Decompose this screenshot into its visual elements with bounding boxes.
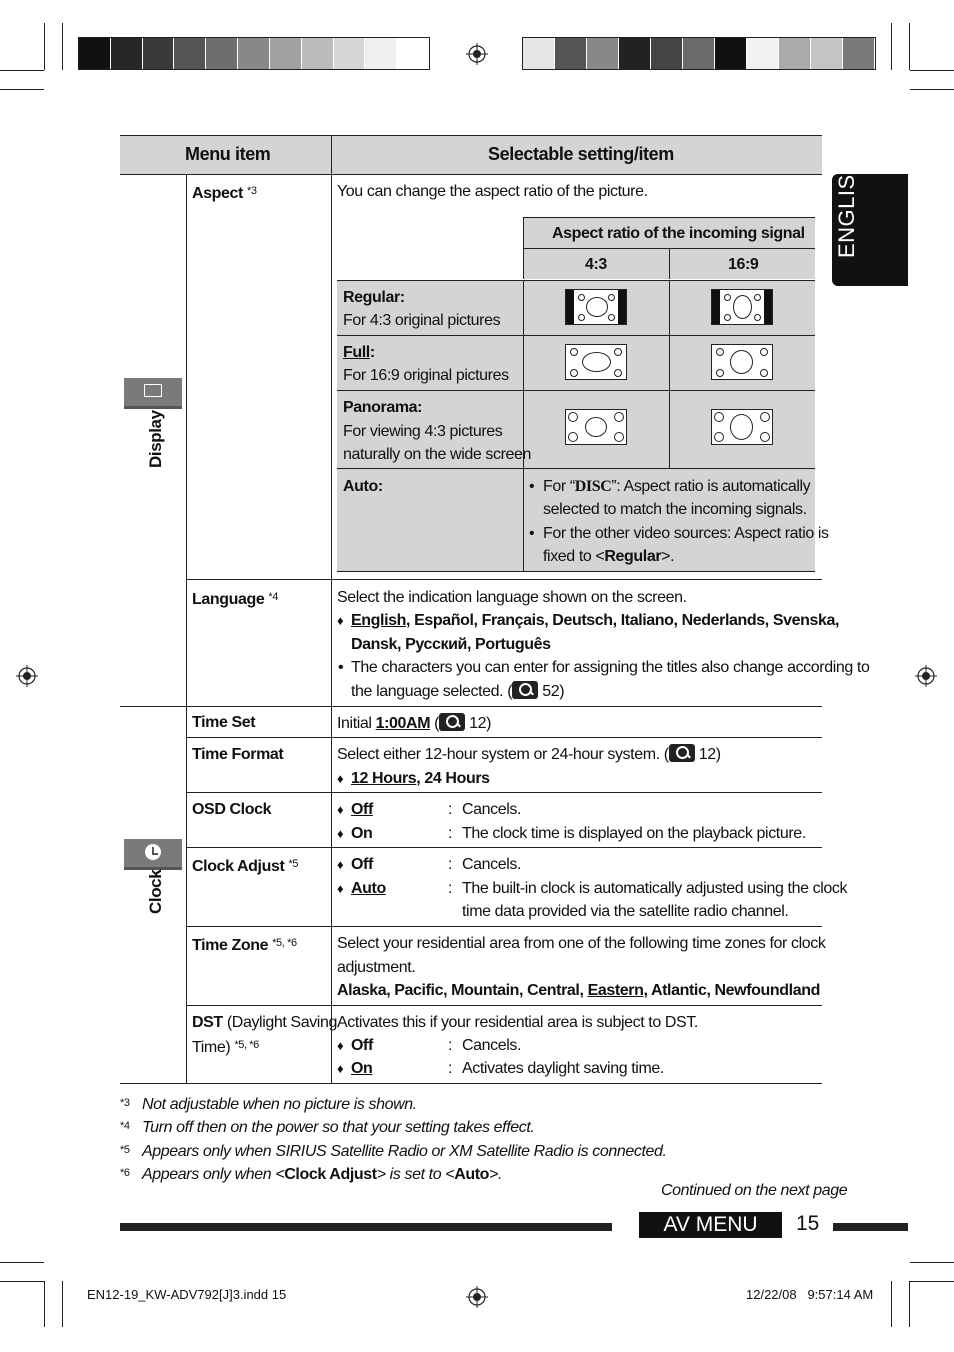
dst-desc: Activates this if your residential area is subject to DST.	[337, 1014, 698, 1031]
footnote-4: Turn off then on the power so that your setting takes effect.	[142, 1119, 535, 1136]
clockadj-off: Off	[351, 856, 373, 873]
color-swatch	[238, 38, 270, 69]
color-swatch	[587, 38, 619, 69]
regular-16-9-screen-icon	[711, 289, 773, 325]
clockadj-diamond-2: ♦	[337, 881, 344, 896]
clockadj-auto-desc-2: time data provided via the satellite radio channel.	[462, 903, 789, 920]
color-swatch	[79, 38, 111, 69]
language-diamond: ♦	[337, 613, 344, 628]
dst-on-desc: Activates daylight saving time.	[462, 1060, 664, 1077]
footnote-6-mark: *6	[120, 1167, 130, 1179]
time-format-diamond: ♦	[337, 771, 344, 786]
crop-mark	[0, 89, 44, 90]
osd-diamond-1: ♦	[337, 802, 344, 817]
color-swatch	[302, 38, 334, 69]
language-label: Language $^{*4}$	[192, 591, 279, 608]
panorama-desc-1: For viewing 4:3 pictures	[343, 423, 503, 440]
footnote-3: Not adjustable when no picture is shown.	[142, 1096, 417, 1113]
full-desc: For 16:9 original pictures	[343, 367, 509, 384]
crop-mark	[910, 1262, 954, 1263]
footnote-5: Appears only when SIRIUS Satellite Radio or XM Satellite Radio is connected.	[142, 1143, 667, 1160]
language-desc: Select the indication language shown on the screen.	[337, 589, 687, 606]
clockadj-auto: Auto	[351, 880, 386, 897]
auto-bullet-2: •	[529, 525, 535, 542]
time-zone-desc-1: Select your residential area from one of the following time zones for clock	[337, 935, 826, 952]
crop-mark	[62, 23, 63, 70]
color-swatch	[811, 38, 843, 69]
language-options-1: English, Español, Français, Deutsch, Italiano, Nederlands, Svenska,	[351, 612, 840, 629]
panorama-desc-2: naturally on the wide screen	[343, 446, 532, 463]
dst-label-1: DST (Daylight Saving	[192, 1014, 337, 1031]
time-format-options: 12 Hours, 24 Hours	[351, 770, 490, 787]
language-note-2: the language selected. ( 52)	[351, 683, 565, 700]
panorama-16-9-screen-icon	[711, 409, 773, 445]
color-swatch	[555, 38, 587, 69]
incoming-signal-label: Aspect ratio of the incoming signal	[552, 225, 805, 242]
header-selectable: Selectable setting/item	[488, 144, 674, 164]
registration-mark-icon	[16, 665, 38, 687]
color-swatch	[111, 38, 143, 69]
col-16-9: 16:9	[728, 256, 759, 273]
osd-off-desc: Cancels.	[462, 801, 522, 818]
crop-mark	[910, 89, 954, 90]
dst-off: Off	[351, 1037, 373, 1054]
footer-rule-left	[120, 1223, 612, 1231]
color-swatch	[334, 38, 366, 69]
print-file: EN12-19_KW-ADV792[J]3.indd 15	[87, 1287, 287, 1302]
language-bullet: •	[338, 659, 344, 676]
crop-mark	[62, 1281, 63, 1327]
search-icon	[439, 713, 465, 731]
language-note-1: The characters you can enter for assigning the titles also change according to	[351, 659, 870, 676]
crop-mark	[0, 70, 44, 71]
clockadj-colon-1: :	[448, 856, 453, 873]
osd-colon-1: :	[448, 801, 453, 818]
time-format-desc: Select either 12-hour system or 24-hour system. ( 12)	[337, 746, 721, 763]
crop-mark	[909, 23, 910, 70]
header-menu-item: Menu item	[185, 144, 271, 164]
color-swatch	[683, 38, 715, 69]
clock-group-label: Clock	[146, 869, 165, 914]
osd-on-desc: The clock time is displayed on the playback picture.	[462, 825, 806, 842]
full-title: Full:	[343, 344, 375, 361]
side-tab-label: ENGLISH	[834, 157, 859, 258]
auto-bullet-2-text-2: fixed to <Regular>.	[543, 548, 675, 565]
crop-mark	[909, 1281, 910, 1327]
dst-on: On	[351, 1060, 373, 1077]
dst-diamond-1: ♦	[337, 1038, 344, 1053]
regular-desc: For 4:3 original pictures	[343, 312, 501, 329]
time-zone-options: Alaska, Pacific, Mountain, Central, Eastern, Atlantic, Newfoundland	[337, 982, 820, 999]
osd-colon-2: :	[448, 825, 453, 842]
dst-label-2: Time) $^{*5, *6}$	[192, 1039, 259, 1056]
page-number: 15	[796, 1212, 820, 1235]
display-icon	[124, 378, 182, 409]
registration-mark-icon	[915, 665, 937, 687]
continued-note: Continued on the next page	[661, 1182, 848, 1199]
crop-mark	[891, 23, 892, 70]
search-icon	[512, 681, 538, 699]
color-swatch	[397, 38, 429, 69]
regular-title: Regular:	[343, 289, 405, 306]
osd-on: On	[351, 825, 373, 842]
crop-mark	[44, 23, 45, 70]
clock-adjust-label: Clock Adjust $^{*5}$	[192, 858, 299, 875]
time-format-label: Time Format	[192, 746, 284, 763]
auto-bullet-2-text: For the other video sources: Aspect ratio is	[543, 525, 829, 542]
auto-title: Auto:	[343, 478, 383, 495]
color-swatch	[747, 38, 779, 69]
clockadj-off-desc: Cancels.	[462, 856, 522, 873]
display-group-label: Display	[146, 410, 165, 468]
crop-mark	[910, 1281, 954, 1282]
color-swatch	[619, 38, 651, 69]
color-swatch	[270, 38, 302, 69]
color-swatch	[365, 38, 397, 69]
registration-mark-icon	[466, 1286, 488, 1308]
color-swatch	[206, 38, 238, 69]
search-icon	[669, 744, 695, 762]
crop-mark	[44, 1281, 45, 1327]
crop-mark	[0, 1281, 44, 1282]
language-options-2: Dansk, Русский, Português	[351, 636, 551, 653]
full-4-3-screen-icon	[565, 344, 627, 380]
color-bar-left	[78, 37, 430, 70]
crop-mark	[0, 1262, 44, 1263]
auto-bullet-1-text-2: selected to match the incoming signals.	[543, 501, 807, 518]
time-set-desc: Initial 1:00AM ( 12)	[337, 715, 492, 732]
color-swatch	[715, 38, 747, 69]
osd-clock-label: OSD Clock	[192, 801, 272, 818]
color-swatch	[651, 38, 683, 69]
color-swatch	[143, 38, 175, 69]
footnote-3-mark: *3	[120, 1097, 130, 1109]
clockadj-diamond-1: ♦	[337, 857, 344, 872]
osd-off: Off	[351, 801, 373, 818]
clockadj-colon-2: :	[448, 880, 453, 897]
footnote-4-mark: *4	[120, 1120, 130, 1132]
col-4-3: 4:3	[585, 256, 607, 273]
footer-rule-right	[833, 1223, 908, 1231]
footnote-6: Appears only when <Clock Adjust> is set to <Auto>.	[142, 1166, 503, 1183]
color-swatch	[843, 38, 875, 69]
dst-colon-2: :	[448, 1060, 453, 1077]
aspect-label: Aspect $^{*3}$	[192, 185, 257, 202]
clock-icon	[124, 839, 182, 870]
osd-diamond-2: ♦	[337, 826, 344, 841]
panorama-title: Panorama:	[343, 399, 423, 416]
footer-section: AV MENU	[639, 1212, 782, 1238]
clockadj-auto-desc-1: The built-in clock is automatically adjusted using the clock	[462, 880, 848, 897]
color-swatch	[174, 38, 206, 69]
full-16-9-screen-icon	[711, 344, 773, 380]
color-swatch	[523, 38, 555, 69]
time-zone-desc-2: adjustment.	[337, 959, 416, 976]
crop-mark	[910, 70, 954, 71]
auto-bullet-1: •	[529, 478, 535, 495]
regular-4-3-screen-icon	[565, 289, 627, 325]
panorama-4-3-screen-icon	[565, 409, 627, 445]
auto-bullet-1-text: For “DISC”: Aspect ratio is automatically	[543, 478, 811, 495]
color-bar-right	[522, 37, 876, 70]
time-set-label: Time Set	[192, 714, 256, 731]
dst-diamond-2: ♦	[337, 1061, 344, 1076]
crop-mark	[891, 1281, 892, 1327]
footnote-5-mark: *5	[120, 1144, 130, 1156]
dst-off-desc: Cancels.	[462, 1037, 522, 1054]
color-swatch	[779, 38, 811, 69]
print-date: 12/22/08 9:57:14 AM	[746, 1287, 874, 1302]
time-zone-label: Time Zone $^{*5, *6}$	[192, 937, 297, 954]
registration-mark-icon	[466, 43, 488, 65]
aspect-description: You can change the aspect ratio of the picture.	[337, 183, 648, 200]
dst-colon-1: :	[448, 1037, 453, 1054]
